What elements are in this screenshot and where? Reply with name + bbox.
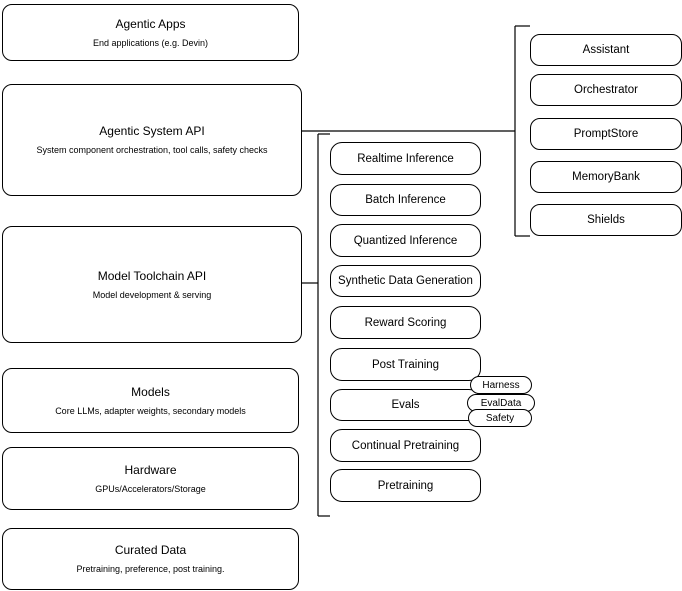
eval-component-label: Safety (485, 412, 515, 424)
agentic-component-assistant[interactable] (530, 34, 682, 66)
toolchain-component-batch-inference[interactable] (330, 184, 481, 216)
toolchain-component-pretraining[interactable] (330, 469, 481, 502)
layer-subtitle: GPUs/Accelerators/Storage (95, 483, 206, 494)
toolchain-component-label: Realtime Inference (357, 152, 454, 165)
layer-subtitle: Pretraining, preference, post training. (76, 564, 225, 574)
layer-title: Curated Data (114, 543, 187, 557)
toolchain-component-label: Quantized Inference (353, 234, 458, 247)
eval-component-safety[interactable] (468, 409, 532, 427)
agentic-component-shields[interactable] (530, 204, 682, 236)
layer-node-agentic-apps[interactable] (2, 4, 299, 61)
agentic-component-label: Assistant (582, 44, 630, 56)
toolchain-component-label: Synthetic Data Generation (338, 275, 473, 287)
layer-subtitle: Core LLMs, adapter weights, secondary models (55, 405, 246, 416)
toolchain-component-label: Reward Scoring (364, 316, 447, 329)
layer-node-agentic-system-api[interactable] (2, 84, 302, 196)
layer-subtitle: End applications (e.g. Devin) (92, 37, 209, 48)
layer-node-model-toolchain-api[interactable] (2, 226, 302, 343)
toolchain-component-quantized-inference[interactable] (330, 224, 481, 257)
agentic-component-label: PromptStore (573, 128, 639, 140)
toolchain-component-label: Post Training (371, 358, 440, 371)
layer-title: Agentic System API (99, 124, 205, 138)
toolchain-component-evals[interactable] (330, 389, 481, 421)
layer-subtitle: Model development & serving (92, 289, 212, 300)
agentic-component-label: MemoryBank (572, 171, 640, 183)
layer-node-hardware[interactable] (2, 447, 299, 510)
eval-component-harness[interactable] (470, 376, 532, 394)
toolchain-component-synthetic-data-generation[interactable] (330, 265, 481, 297)
agentic-component-orchestrator[interactable] (530, 74, 682, 106)
layer-node-models[interactable] (2, 368, 299, 433)
toolchain-component-continual-pretraining[interactable] (330, 429, 481, 462)
layer-node-curated-data[interactable] (2, 528, 299, 590)
toolchain-component-reward-scoring[interactable] (330, 306, 481, 339)
agentic-component-label: Orchestrator (574, 84, 638, 96)
layer-title: Models (131, 384, 170, 399)
layer-title: Hardware (124, 462, 177, 477)
agentic-component-memorybank[interactable] (530, 161, 682, 193)
layer-subtitle: System component orchestration, tool calls, safety checks (36, 145, 268, 155)
layer-title: Agentic Apps (115, 16, 186, 31)
toolchain-component-label: Evals (391, 399, 420, 411)
agentic-component-label: Shields (587, 214, 625, 226)
toolchain-component-post-training[interactable] (330, 348, 481, 381)
toolchain-component-label: Batch Inference (365, 194, 446, 206)
toolchain-component-realtime-inference[interactable] (330, 142, 481, 175)
eval-component-label: Harness (482, 379, 520, 391)
toolchain-component-label: Pretraining (377, 479, 434, 492)
agentic-component-promptstore[interactable] (530, 118, 682, 150)
eval-component-label: EvalData (480, 397, 522, 409)
toolchain-component-label: Continual Pretraining (351, 439, 460, 452)
layer-title: Model Toolchain API (97, 268, 207, 283)
